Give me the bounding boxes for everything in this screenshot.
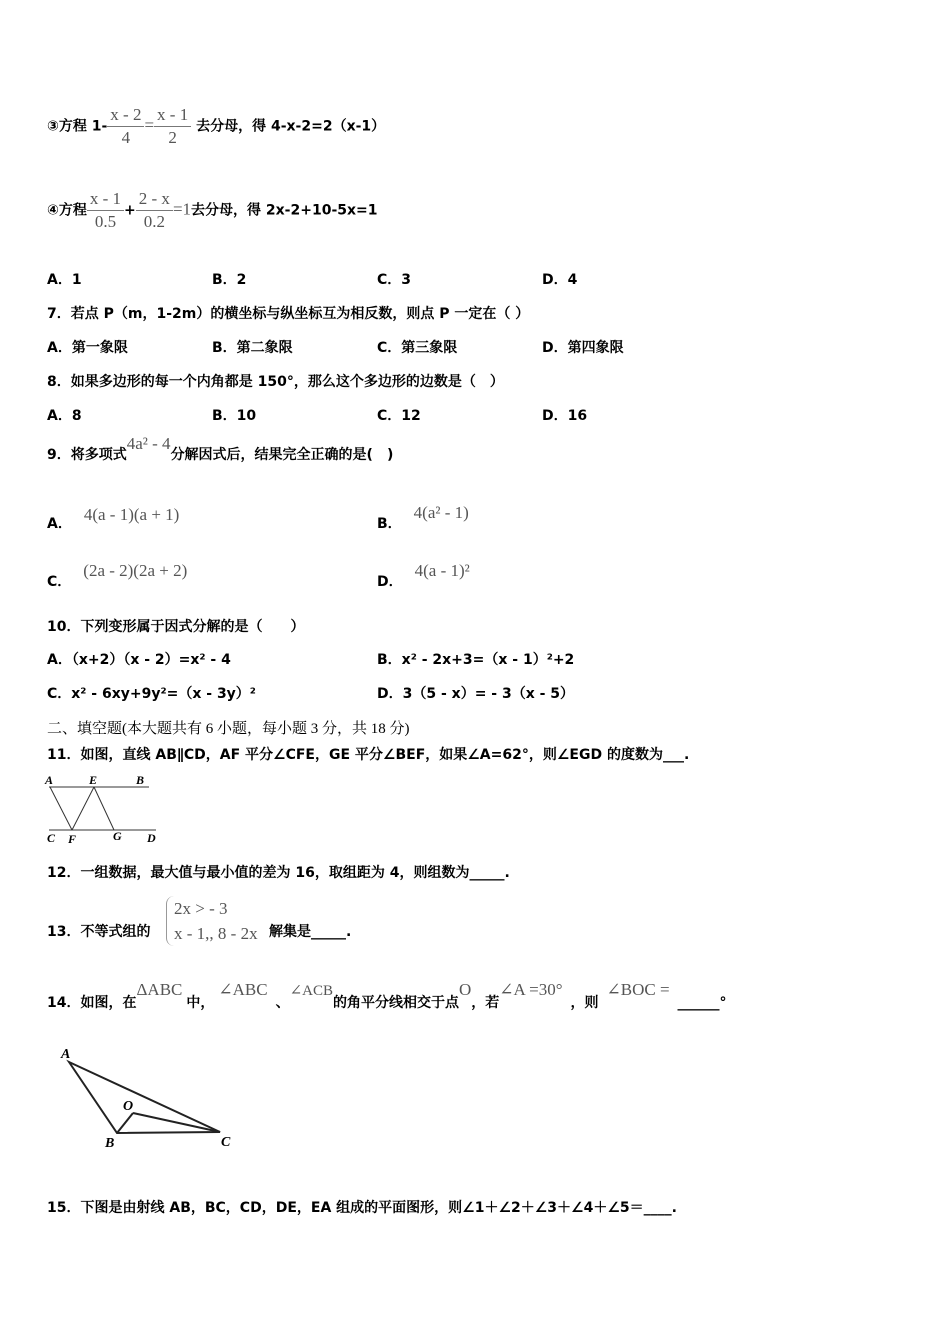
math: O — [459, 980, 472, 999]
q6-option-b[interactable]: B．2 — [212, 272, 247, 288]
label-c: C — [47, 831, 56, 845]
label-f: F — [68, 832, 77, 846]
q10-option-d[interactable]: D．3（5 - x）= - 3（x - 5） — [377, 686, 575, 702]
math: ∠ACB — [289, 983, 333, 999]
label-d: D — [147, 831, 156, 845]
label-e: E — [89, 773, 98, 787]
label-a: A — [61, 1047, 71, 1062]
q14-stem — [47, 980, 727, 1013]
q7-option-c[interactable]: C．第三象限 — [377, 340, 458, 356]
q11-figure — [44, 772, 162, 846]
line-bo — [117, 1113, 133, 1133]
label-c: C — [221, 1135, 231, 1150]
line-af — [50, 787, 72, 830]
item-4-suffix: 去分母，得 2x-2+10-5x=1 — [191, 202, 378, 219]
option-label: D． — [377, 574, 403, 590]
numerator: x - 2 — [107, 104, 144, 127]
math: ∠A =30° — [499, 980, 563, 999]
equals: = — [144, 115, 155, 135]
q13-system — [166, 896, 258, 946]
option-label: B． — [377, 516, 402, 532]
q13-stem-b: 解集是_____. — [269, 924, 352, 940]
text: 中， — [186, 995, 215, 1011]
q9-option-a[interactable] — [47, 505, 180, 532]
label-b: B — [105, 1136, 115, 1151]
q8-option-a[interactable]: A．8 — [47, 408, 82, 424]
plus: + — [124, 202, 136, 219]
option-expr: 4(a - 1)(a + 1) — [83, 505, 180, 524]
fraction — [154, 104, 191, 149]
numerator: 2 - x — [136, 188, 173, 211]
equals-one: =1 — [172, 199, 192, 219]
label-g: G — [113, 829, 122, 843]
item-4-prefix: ④方程 — [47, 202, 87, 219]
q10-stem: 10．下列变形属于因式分解的是（ ） — [47, 619, 305, 635]
q10-option-c[interactable]: C．x² - 6xy+9y²=（x - 3y）² — [47, 686, 256, 702]
numerator: x - 1 — [87, 188, 124, 211]
option-expr: 4(a² - 1) — [413, 503, 469, 522]
line-fe — [72, 787, 94, 830]
q7-stem: 7．若点 P（m，1-2m）的横坐标与纵坐标互为相反数，则点 P 一定在（ ） — [47, 306, 530, 322]
option-expr: 4(a - 1)² — [414, 561, 470, 580]
q6-option-a[interactable]: A．1 — [47, 272, 82, 288]
item-3 — [47, 104, 385, 149]
denominator: 4 — [121, 128, 131, 147]
denominator: 2 — [168, 128, 177, 147]
q7-option-b[interactable]: B．第二象限 — [212, 340, 293, 356]
option-label: C． — [47, 574, 72, 590]
item-3-suffix: 去分母，得 4-x-2=2（x-1） — [196, 118, 386, 135]
q9-stem — [47, 434, 394, 465]
label-b: B — [136, 773, 145, 787]
line-co — [133, 1113, 220, 1132]
q8-option-c[interactable]: C．12 — [377, 408, 421, 424]
q8-option-d[interactable]: D．16 — [542, 408, 588, 424]
math: ∠ABC — [218, 980, 268, 999]
q13-stem-a: 13．不等式组的 — [47, 924, 151, 940]
fraction — [136, 188, 173, 233]
q8-option-b[interactable]: B．10 — [212, 408, 257, 424]
option-expr: (2a - 2)(2a + 2) — [83, 561, 188, 580]
label-a: A — [45, 773, 54, 787]
text: ，则 — [570, 995, 599, 1011]
fraction — [87, 188, 124, 233]
math: ΔABC — [136, 980, 183, 999]
q8-stem: 8．如果多边形的每一个内角都是 150°，那么这个多边形的边数是（ ） — [47, 374, 504, 390]
inequality-2: x - 1,, 8 - 2x — [174, 924, 258, 943]
q9-stem-b: 分解因式后，结果完全正确的是( ) — [170, 447, 394, 463]
q7-option-a[interactable]: A．第一象限 — [47, 340, 128, 356]
line-eg — [94, 787, 114, 830]
q6-option-d[interactable]: D．4 — [542, 272, 578, 288]
q7-option-d[interactable]: D．第四象限 — [542, 340, 624, 356]
q14-figure — [55, 1040, 245, 1152]
q9-expression: 4a² - 4 — [126, 434, 171, 453]
option-label: A． — [47, 516, 72, 532]
text: 的角平分线相交于点 — [333, 995, 459, 1011]
q10-option-a[interactable]: A．（x+2）（x - 2）=x² - 4 — [47, 652, 231, 668]
denominator: 0.2 — [143, 212, 165, 231]
q13-stem — [47, 922, 150, 942]
q11-stem: 11．如图，直线 AB∥CD，AF 平分∠CFE，GE 平分∠BEF，如果∠A=62°，则∠EGD 的度数为___. — [47, 747, 690, 763]
denominator: 0.5 — [94, 212, 117, 231]
q15-stem: 15．下图是由射线 AB，BC，CD，DE，EA 组成的平面图形，则∠1＋∠2＋∠3＋∠4＋∠5＝____. — [47, 1200, 677, 1216]
text: 、 — [275, 995, 290, 1011]
text: 14．如图，在 — [47, 995, 137, 1011]
q12-stem: 12．一组数据，最大值与最小值的差为 16，取组距为 4，则组数为_____. — [47, 865, 510, 881]
triangle-abc — [69, 1062, 220, 1133]
section-2-heading: 二、填空题(本大题共有 6 小题，每小题 3 分，共 18 分) — [47, 721, 410, 737]
q9-option-b[interactable] — [377, 503, 469, 532]
q9-option-d[interactable] — [377, 561, 470, 590]
text: ，若 — [471, 995, 500, 1011]
item-3-prefix: ③方程 1- — [47, 118, 108, 135]
inequality-1: 2x > - 3 — [174, 899, 228, 918]
fraction — [107, 104, 144, 149]
q6-option-c[interactable]: C．3 — [377, 272, 412, 288]
q10-option-b[interactable]: B．x² - 2x+3=（x - 1）²+2 — [377, 652, 575, 668]
numerator: x - 1 — [154, 104, 191, 127]
text: ______° — [677, 995, 727, 1011]
math: ∠BOC = — [606, 980, 670, 999]
label-o: O — [123, 1099, 134, 1114]
q9-option-c[interactable] — [47, 561, 188, 590]
q9-stem-a: 9．将多项式 — [47, 447, 127, 463]
item-4 — [47, 188, 378, 233]
